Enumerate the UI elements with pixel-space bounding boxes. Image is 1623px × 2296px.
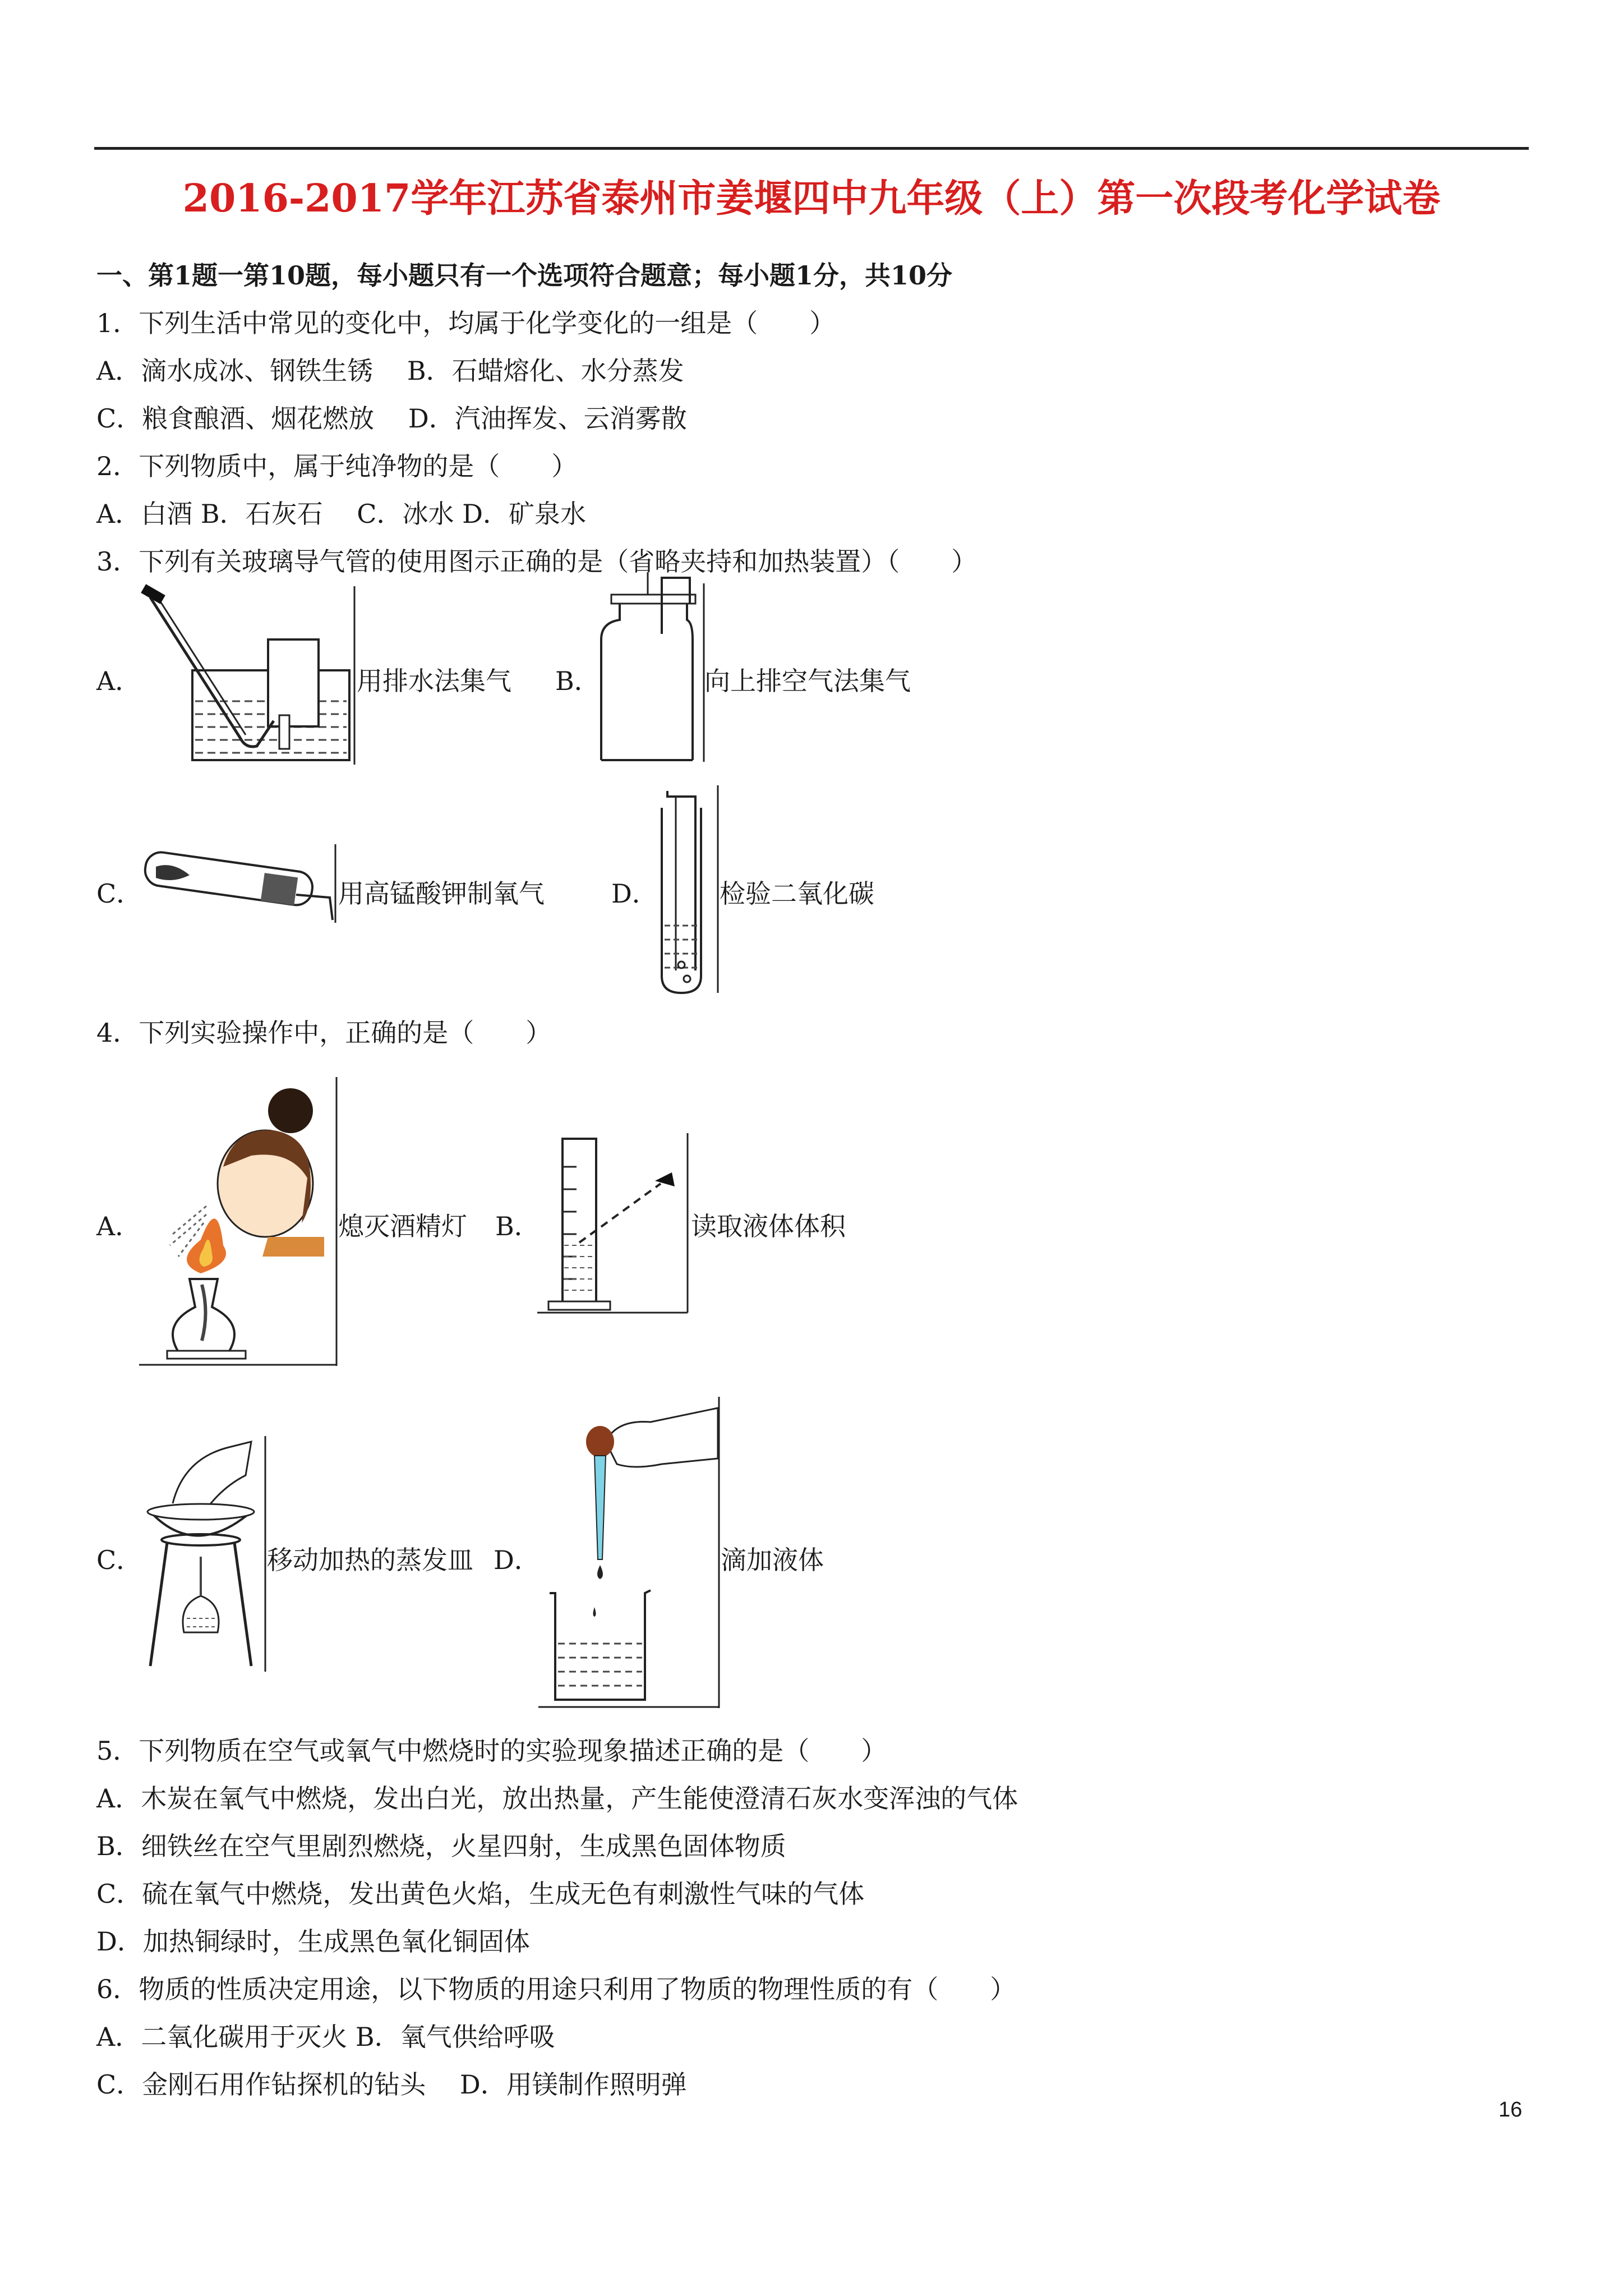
q4-option-b-text: 读取液体体积	[691, 1211, 846, 1241]
q5-stem: 5．下列物质在空气或氧气中燃烧时的实验现象描述正确的是（ ）	[96, 1736, 887, 1766]
q2-stem: 2．下列物质中，属于纯净物的是（ ）	[96, 451, 578, 481]
q6-stem: 6．物质的性质决定用途，以下物质的用途只利用了物质的物理性质的有（ ）	[96, 1974, 1016, 2004]
q6-options-cd: C．金刚石用作钻探机的钻头 D．用镁制作照明弹	[96, 2069, 687, 2100]
evaporating-dish-figure	[139, 1436, 268, 1674]
q4-option-a-letter: A．	[96, 1211, 141, 1241]
q3-option-b-letter: B．	[555, 666, 600, 696]
q4-option-b-letter: B．	[495, 1211, 540, 1241]
q4-option-c-text: 移动加热的蒸发皿	[267, 1545, 473, 1575]
dropper-figure	[538, 1397, 723, 1711]
blow-out-lamp-figure	[139, 1077, 341, 1369]
co2-test-figure	[651, 785, 723, 999]
q4-option-d-text: 滴加液体	[721, 1545, 824, 1575]
q4-stem: 4．下列实验操作中，正确的是（ ）	[96, 1018, 552, 1048]
q3-option-d-letter: D．	[611, 878, 658, 909]
page-number: 16	[1498, 2098, 1523, 2122]
header-rule	[94, 147, 1529, 150]
kmno4-heating-figure	[139, 844, 341, 928]
q5-option-b: B．细铁丝在空气里剧烈燃烧，火星四射，生成黑色固体物质	[96, 1831, 786, 1861]
q4-option-a-text: 熄灭酒精灯	[338, 1211, 467, 1241]
q4-option-c-letter: C．	[96, 1545, 142, 1575]
q1-options-ab: A．滴水成冰、钢铁生锈 B．石蜡熔化、水分蒸发	[96, 356, 684, 386]
q3-option-b-text: 向上排空气法集气	[704, 666, 911, 696]
exam-title: 2016-2017学年江苏省泰州市姜堰四中九年级（上）第一次段考化学试卷	[182, 176, 1441, 221]
q3-option-a-letter: A．	[96, 666, 141, 696]
q6-options-ab: A．二氧化碳用于灭火 B．氧气供给呼吸	[96, 2022, 555, 2052]
q4-option-d-letter: D．	[494, 1545, 540, 1575]
q3-stem: 3．下列有关玻璃导气管的使用图示正确的是（省略夹持和加热装置）（ ）	[96, 546, 978, 577]
q1-options-cd: C．粮食酿酒、烟花燃放 D．汽油挥发、云消雾散	[96, 403, 687, 434]
q5-option-d: D．加热铜绿时，生成黑色氧化铜固体	[96, 1926, 530, 1957]
q5-option-c: C．硫在氧气中燃烧，发出黄色火焰，生成无色有刺激性气味的气体	[96, 1879, 865, 1909]
q3-option-d-text: 检验二氧化碳	[720, 878, 874, 909]
q3-option-c-text: 用高锰酸钾制氧气	[338, 878, 545, 909]
read-volume-figure	[537, 1133, 694, 1318]
section-heading: 一、第1题一第10题，每小题只有一个选项符合题意；每小题1分，共10分	[96, 260, 953, 291]
q3-option-a-text: 用排水法集气	[357, 666, 511, 696]
air-collection-figure	[594, 561, 707, 763]
water-collection-figure	[139, 586, 358, 766]
q5-option-a: A．木炭在氧气中燃烧，发出白光，放出热量，产生能使澄清石灰水变浑浊的气体	[96, 1783, 1018, 1814]
q2-options: A．白酒 B．石灰石 C．冰水 D．矿泉水	[96, 499, 586, 529]
q3-option-c-letter: C．	[96, 878, 142, 909]
q1-stem: 1．下列生活中常见的变化中，均属于化学变化的一组是（ ）	[96, 308, 836, 338]
